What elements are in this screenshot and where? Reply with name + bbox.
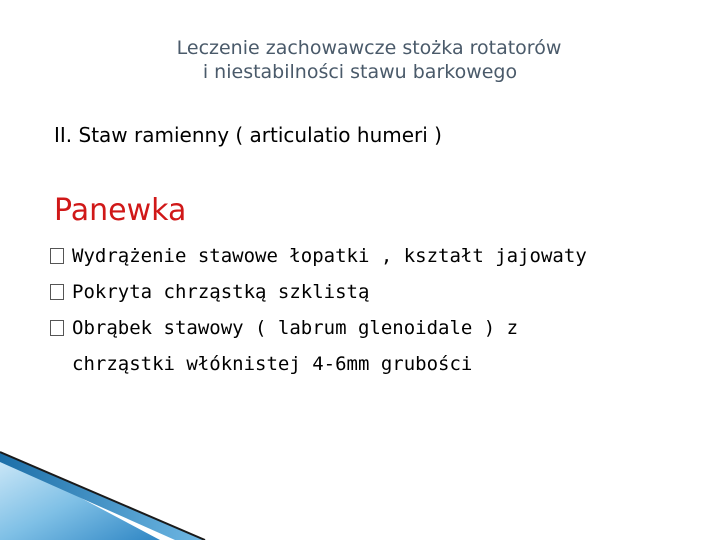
corner-swoosh-dark xyxy=(0,452,205,540)
slide-heading: Panewka xyxy=(54,193,187,228)
corner-swoosh-light xyxy=(0,455,160,540)
bullet-item xyxy=(50,238,710,274)
header-line-1: Leczenie zachowawcze stożka rotatorów xyxy=(176,37,562,59)
corner-swoosh-line xyxy=(0,452,205,540)
checkbox-bullet-icon xyxy=(50,320,64,336)
slide-header xyxy=(0,36,720,84)
header-line-2: i niestabilności stawu barkowego xyxy=(202,61,518,83)
bullet-text: Wydrążenie stawowe łopatki , kształt jajowaty xyxy=(72,245,587,267)
bullet-text: Pokryta chrząstką szklistą xyxy=(72,281,370,303)
slide-subtitle: II. Staw ramienny ( articulatio humeri ) xyxy=(54,123,442,147)
bullet-item xyxy=(50,310,710,382)
checkbox-bullet-icon xyxy=(50,284,64,300)
bullet-continuation-text: chrząstki włóknistej 4-6mm grubości xyxy=(72,353,473,375)
checkbox-bullet-icon xyxy=(50,248,64,264)
bullet-text: Obrąbek stawowy ( labrum glenoidale ) z xyxy=(72,317,519,339)
bullet-item xyxy=(50,274,710,310)
bullet-list xyxy=(50,238,710,382)
